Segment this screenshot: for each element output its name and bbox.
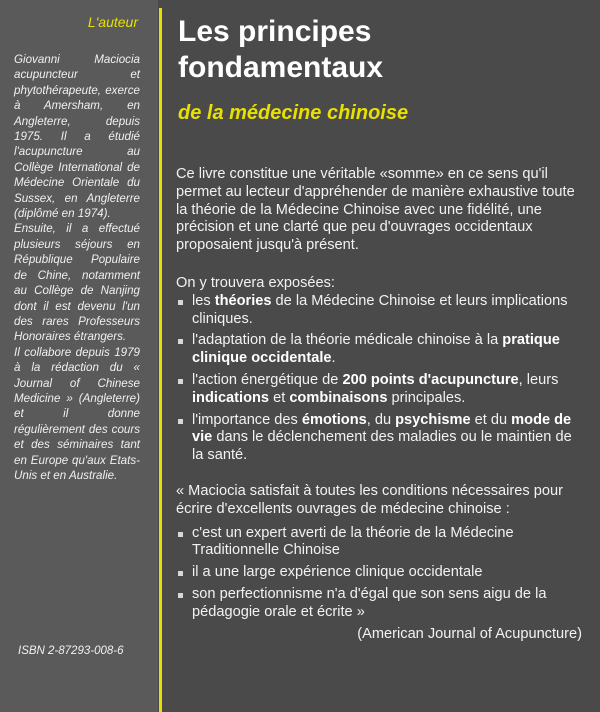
review-item: il a une large expérience clinique occidentale	[176, 564, 582, 582]
author-heading: L'auteur	[87, 14, 138, 30]
author-bio-paragraph: Ensuite, il a effectué plusieurs séjours en République Populaire de Chine, notamment au Collège de Nanjing dont il est devenu l'un des rares Professeurs Honoraires étrangers.	[14, 222, 140, 344]
text: et	[269, 389, 290, 406]
text: l'importance des	[192, 411, 302, 428]
highlight: émotions	[301, 411, 367, 428]
review-list	[176, 525, 582, 622]
list-item	[176, 412, 582, 465]
main-text	[176, 166, 582, 643]
title-line: Les principes	[178, 15, 372, 48]
contents-label: On y trouvera exposées:	[176, 274, 335, 291]
author-bio	[14, 52, 140, 483]
highlight: 200 points d'acupuncture	[342, 371, 519, 388]
book-subtitle: de la médecine chinoise	[178, 102, 409, 124]
text: l'adaptation de la théorie médicale chinoise à la	[192, 332, 503, 349]
text: et du	[470, 411, 512, 428]
text: l'action énergétique de	[192, 371, 343, 388]
text: , leurs	[518, 371, 559, 388]
highlight: mode de vie	[192, 411, 572, 446]
highlight: combinaisons	[289, 389, 388, 406]
intro-paragraph: Ce livre constitue une véritable «somme» en ce sens qu'il permet au lecteur d'appréhender de manière exhaustive toute la théorie de la Médecine Chinoise avec une fidélité, une précision et une clarté que peu d'ouvrages occidentaux proposaient jusqu'à présent.	[176, 166, 575, 254]
text: , du	[366, 411, 396, 428]
list-item	[176, 293, 582, 329]
highlight: pratique clinique occidentale	[192, 332, 560, 367]
review-source: (American Journal of Acupuncture)	[357, 625, 582, 642]
text: les	[192, 292, 215, 309]
yellow-divider	[159, 8, 162, 712]
review-item: son perfectionnisme n'a d'égal que son sens aigu de la pédagogie orale et écrite »	[176, 586, 582, 622]
highlight: psychisme	[395, 411, 471, 428]
text: .	[331, 350, 336, 367]
text: principales.	[387, 389, 466, 406]
book-title	[178, 14, 578, 86]
author-bio-paragraph: Giovanni Maciocia acupuncteur et phytothérapeute, exerce à Amersham, en Angleterre, depuis 1975. Il a étudié l'acupuncture au Collège International de Médecine Orientale du Sussex, en Angleterre (diplômé en 1974).	[14, 53, 140, 221]
title-line: fondamentaux	[178, 51, 384, 84]
list-item	[176, 332, 582, 368]
contents-list	[176, 293, 582, 465]
list-item	[176, 372, 582, 408]
highlight: indications	[192, 389, 270, 406]
review-intro: « Maciocia satisfait à toutes les conditions nécessaires pour écrire d'excellents ouvrages de médecine chinoise :	[176, 482, 563, 517]
isbn: ISBN 2-87293-008-6	[18, 645, 124, 657]
text: dans le déclenchement des maladies ou le maintien de la santé.	[192, 429, 572, 464]
text: de la Médecine Chinoise et leurs implications cliniques.	[192, 292, 568, 327]
highlight: théories	[214, 292, 272, 309]
review-item: c'est un expert averti de la théorie de la Médecine Traditionnelle Chinoise	[176, 525, 582, 561]
author-bio-paragraph: Il collabore depuis 1979 à la rédaction du « Journal of Chinese Medicine » (Angleterre) et il donne régulièrement des cours et des séminaires tant en Europe qu'aux Etats-Unis et en Australie.	[14, 345, 140, 482]
